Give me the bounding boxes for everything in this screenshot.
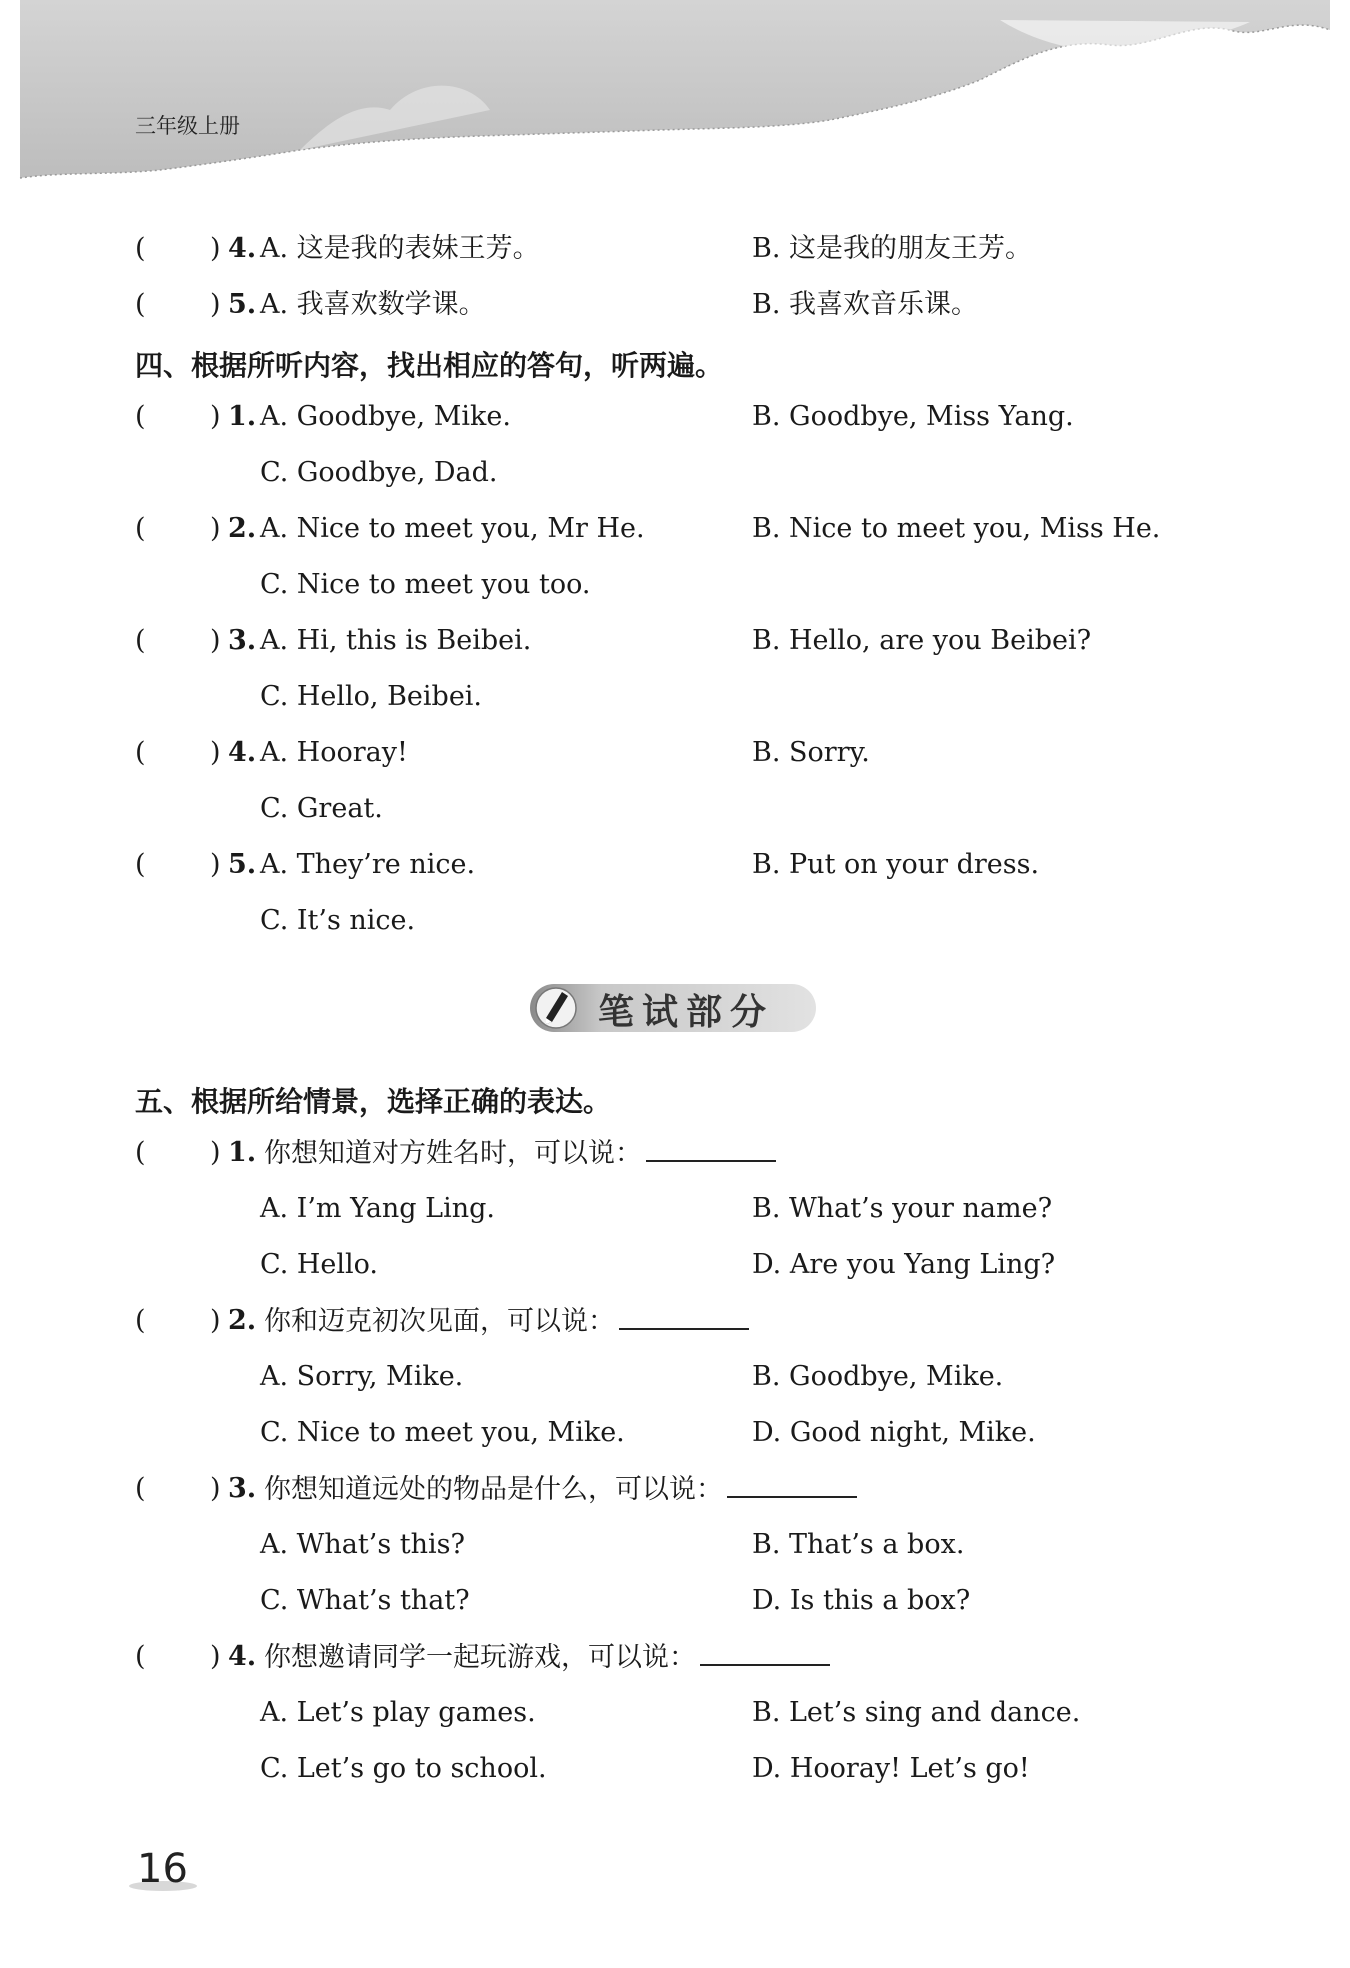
option-a: A. They’re nice. <box>260 849 476 880</box>
item-number: 4. <box>228 1641 257 1672</box>
option-c: C. Let’s go to school. <box>260 1753 547 1784</box>
item-number: 2. <box>228 513 257 544</box>
item-number: 5. <box>228 849 257 880</box>
item-number: 3. <box>228 625 257 656</box>
question-text: 你想知道远处的物品是什么，可以说： <box>264 1472 857 1507</box>
item-number: 1. <box>228 401 257 432</box>
pencil-icon <box>534 986 578 1030</box>
option-c: C. It’s nice. <box>260 905 416 936</box>
item-number: 1. <box>228 1137 257 1168</box>
answer-paren-close: ) <box>210 513 221 544</box>
item-number: 3. <box>228 1473 257 1504</box>
answer-paren-close: ) <box>210 1641 221 1672</box>
option-a: A. Let’s play games. <box>260 1697 536 1728</box>
answer-paren-close: ) <box>210 737 221 768</box>
option-d: D. Good night, Mike. <box>752 1417 1036 1448</box>
answer-paren-open: ( <box>135 401 146 432</box>
option-a: A. I’m Yang Ling. <box>260 1193 495 1224</box>
answer-blank <box>700 1640 830 1666</box>
item-number: 2. <box>228 1305 257 1336</box>
option-d: D. Hooray! Let’s go! <box>752 1753 1030 1784</box>
item-number: 4. <box>228 737 257 768</box>
item-number: 5. <box>228 289 257 320</box>
option-c: C. Hello, Beibei. <box>260 681 483 712</box>
answer-paren-open: ( <box>135 625 146 656</box>
answer-blank <box>727 1472 857 1498</box>
option-b: B. Goodbye, Mike. <box>752 1361 1004 1392</box>
header-cloud-decoration <box>0 0 1350 190</box>
written-part-title: 笔试部分 <box>598 991 775 1033</box>
option-b: B. Hello, are you Beibei? <box>752 625 1092 656</box>
answer-paren-open: ( <box>135 849 146 880</box>
option-b: B. Put on your dress. <box>752 849 1040 880</box>
option-b: B. Goodbye, Miss Yang. <box>752 401 1074 432</box>
answer-paren-close: ) <box>210 233 221 264</box>
question-text: 你想知道对方姓名时，可以说： <box>264 1136 776 1171</box>
option-a: A. Goodbye, Mike. <box>260 401 511 432</box>
option-a: A. Nice to meet you, Mr He. <box>260 513 645 544</box>
item-number: 4. <box>228 233 257 264</box>
question-text: 你想邀请同学一起玩游戏，可以说： <box>264 1640 830 1675</box>
answer-paren-close: ) <box>210 625 221 656</box>
option-b: B. 这是我的朋友王芳。 <box>752 233 1033 264</box>
section4-title: 四、根据所听内容，找出相应的答句，听两遍。 <box>135 349 724 382</box>
answer-blank <box>646 1136 776 1162</box>
option-c: C. Nice to meet you too. <box>260 569 591 600</box>
option-a: A. Sorry, Mike. <box>260 1361 464 1392</box>
option-a: A. 这是我的表妹王芳。 <box>260 233 540 264</box>
option-c: C. Great. <box>260 793 383 824</box>
option-d: D. Are you Yang Ling? <box>752 1249 1056 1280</box>
answer-paren-close: ) <box>210 1473 221 1504</box>
answer-paren-open: ( <box>135 233 146 264</box>
option-c: C. What’s that? <box>260 1585 470 1616</box>
answer-paren-open: ( <box>135 513 146 544</box>
option-c: C. Hello. <box>260 1249 379 1280</box>
answer-paren-close: ) <box>210 1137 221 1168</box>
option-b: B. That’s a box. <box>752 1529 965 1560</box>
answer-paren-close: ) <box>210 401 221 432</box>
answer-paren-close: ) <box>210 289 221 320</box>
section5-title: 五、根据所给情景，选择正确的表达。 <box>135 1085 612 1118</box>
answer-paren-open: ( <box>135 289 146 320</box>
option-b: B. Sorry. <box>752 737 870 768</box>
option-b: B. What’s your name? <box>752 1193 1053 1224</box>
option-a: A. What’s this? <box>260 1529 465 1560</box>
option-a: A. Hooray! <box>260 737 408 768</box>
option-a: A. Hi, this is Beibei. <box>260 625 532 656</box>
option-d: D. Is this a box? <box>752 1585 971 1616</box>
page-number: 16 <box>137 1846 188 1892</box>
option-b: B. Let’s sing and dance. <box>752 1697 1081 1728</box>
answer-paren-open: ( <box>135 1473 146 1504</box>
answer-blank <box>619 1304 749 1330</box>
answer-paren-open: ( <box>135 737 146 768</box>
option-c: C. Nice to meet you, Mike. <box>260 1417 625 1448</box>
answer-paren-close: ) <box>210 1305 221 1336</box>
option-c: C. Goodbye, Dad. <box>260 457 498 488</box>
question-text: 你和迈克初次见面，可以说： <box>264 1304 749 1339</box>
option-a: A. 我喜欢数学课。 <box>260 289 486 320</box>
option-b: B. 我喜欢音乐课。 <box>752 289 979 320</box>
grade-label: 三年级上册 <box>135 114 240 138</box>
answer-paren-close: ) <box>210 849 221 880</box>
answer-paren-open: ( <box>135 1137 146 1168</box>
answer-paren-open: ( <box>135 1305 146 1336</box>
answer-paren-open: ( <box>135 1641 146 1672</box>
option-b: B. Nice to meet you, Miss He. <box>752 513 1161 544</box>
